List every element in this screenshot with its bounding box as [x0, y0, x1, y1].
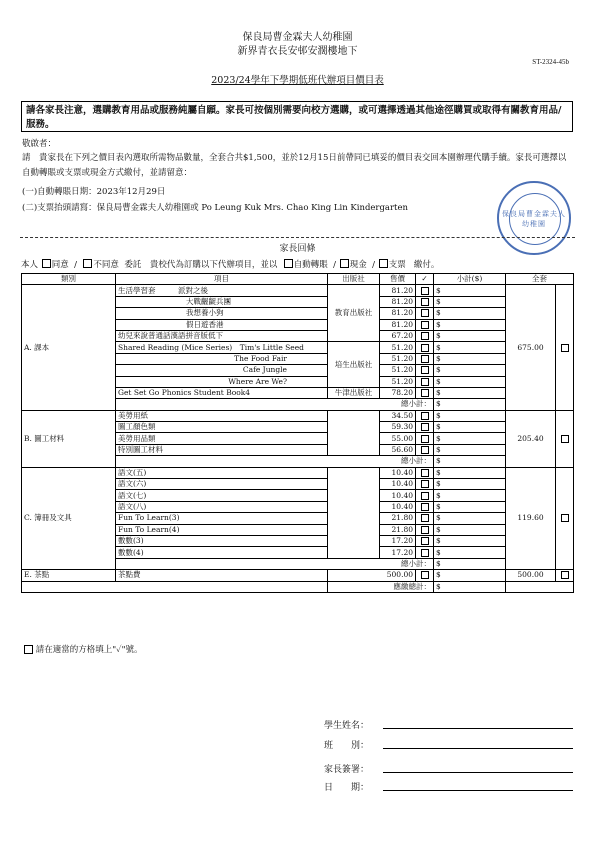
subtotal-value: $: [434, 558, 506, 569]
category-cell: A. 課本: [22, 285, 116, 410]
item-subtotal: $: [434, 353, 506, 364]
item-name: 美勞用品類: [116, 433, 328, 444]
set-price: 500.00: [506, 570, 556, 581]
total-label: 應繳總計：: [328, 581, 434, 592]
item-price: 51.20: [380, 376, 416, 387]
set-checkbox-cell: [556, 570, 574, 581]
parent-signature-label: 家長簽署：: [324, 765, 370, 775]
item-price: 51.20: [380, 342, 416, 353]
subtotal-label: 總小計：: [116, 456, 434, 467]
item-checkbox[interactable]: [421, 366, 429, 374]
item-price: 51.20: [380, 365, 416, 376]
item-checkbox-cell: [416, 285, 434, 296]
item-subtotal: $: [434, 296, 506, 307]
item-checkbox-cell: [416, 296, 434, 307]
item-price: 17.20: [380, 547, 416, 558]
item-name: Get Set Go Phonics Student Book4: [116, 387, 328, 398]
table-row: [22, 467, 574, 478]
item-checkbox-cell: [416, 342, 434, 353]
item-name: 茶點費: [116, 570, 328, 581]
item-checkbox-cell: [416, 547, 434, 558]
school-name: 保良局曹金霖夫人幼稚園: [242, 32, 353, 43]
agree-label: 同意: [51, 260, 69, 270]
item-price: 81.20: [380, 296, 416, 307]
table-header-row: [22, 274, 574, 285]
item-checkbox-cell: [416, 410, 434, 421]
col-subtotal: 小計($): [434, 274, 506, 285]
student-name-field[interactable]: [383, 728, 573, 729]
item-name: 生活學習套 派對之後: [116, 285, 328, 296]
item-checkbox-cell: [416, 433, 434, 444]
item-checkbox[interactable]: [421, 446, 429, 454]
note-checkbox-icon: [24, 645, 33, 654]
item-name: The Food Fair: [116, 353, 328, 364]
total-value: $: [434, 581, 506, 592]
item-checkbox[interactable]: [421, 526, 429, 534]
set-checkbox[interactable]: [561, 435, 569, 443]
item-price: 21.80: [380, 524, 416, 535]
item-price: 10.40: [380, 501, 416, 512]
set-checkbox-cell: [556, 285, 574, 410]
publisher-cell: [328, 410, 380, 456]
item-checkbox-cell: [416, 513, 434, 524]
item-checkbox[interactable]: [421, 389, 429, 397]
item-checkbox[interactable]: [421, 435, 429, 443]
set-checkbox[interactable]: [561, 571, 569, 579]
set-price: 119.60: [506, 467, 556, 570]
item-name: 數數(4): [116, 547, 328, 558]
set-price: 675.00: [506, 285, 556, 410]
item-price: 10.40: [380, 490, 416, 501]
subtotal-label: 總小計：: [116, 558, 434, 569]
publisher-cell: [328, 467, 380, 558]
footer-note-text: 請在適當的方格填上"✓"號。: [35, 645, 143, 655]
item-price: 56.60: [380, 444, 416, 455]
item-subtotal: $: [434, 319, 506, 330]
disagree-checkbox[interactable]: [83, 259, 92, 268]
item-subtotal: $: [434, 410, 506, 421]
reference-number: ST-2324-45b: [532, 58, 569, 66]
consent-line: 本人 同意 / 不同意 委託 貴校代為訂購以下代辦項目，並以 自動轉賬 / 現金 / 支票 繳付。: [21, 260, 440, 270]
letter-body: 請 貴家長在下列之價目表內選取所需物品數量，全套合共$1,500，並於12月15日前帶同已填妥的價目表交回本園辦理代購手續。家長可選擇以自動轉賬或支票或現金方式繳付，並請留意：: [22, 153, 567, 178]
set-checkbox[interactable]: [561, 344, 569, 352]
point-autopay-date: (一)自動轉賬日期：2023年12月29日: [22, 187, 166, 197]
publisher-cell: 培生出版社: [328, 342, 380, 388]
set-checkbox-cell: [556, 467, 574, 570]
item-checkbox-cell: [416, 387, 434, 398]
item-checkbox[interactable]: [421, 298, 429, 306]
item-checkbox[interactable]: [421, 537, 429, 545]
item-price: 17.20: [380, 535, 416, 546]
date-label: 日 期：: [324, 783, 370, 793]
consent-prefix: 本人: [21, 260, 39, 270]
item-name: 語文(五): [116, 467, 328, 478]
item-checkbox[interactable]: [421, 423, 429, 431]
item-subtotal: $: [434, 501, 506, 512]
seal-text: 保良局曹金霖夫人幼稚園: [502, 210, 566, 228]
item-subtotal: $: [434, 570, 506, 581]
category-cell: B. 圖工材料: [22, 410, 116, 467]
reply-slip-title: 家長回條: [279, 244, 316, 254]
date-field[interactable]: [383, 790, 573, 791]
item-name: 數數(3): [116, 535, 328, 546]
greeting: 敬啟者：: [22, 139, 57, 149]
item-name: 大戰齷齪兵團: [116, 296, 328, 307]
item-name: Shared Reading (Mice Series) Tim's Little Seed: [116, 342, 328, 353]
item-checkbox-cell: [416, 319, 434, 330]
item-checkbox-cell: [416, 330, 434, 341]
table-row: [22, 285, 574, 296]
item-name: 特別圖工材料: [116, 444, 328, 455]
item-price: 59.30: [380, 422, 416, 433]
total-spacer: [22, 581, 328, 592]
item-name: 語文(七): [116, 490, 328, 501]
point-cheque-payee: (二)支票抬頭請寫：保良局曹金霖夫人幼稚園或 Po Leung Kuk Mrs. Chao King Lin Kindergarten: [22, 203, 408, 213]
category-cell: E. 茶點: [22, 570, 116, 581]
cash-label: 現金: [349, 260, 367, 270]
item-checkbox-cell: [416, 376, 434, 387]
col-publisher: 出版社: [328, 274, 380, 285]
document-title: 2023/24學年下學期低班代辦項目價目表: [211, 75, 384, 86]
price-table: [21, 273, 574, 593]
item-checkbox[interactable]: [421, 412, 429, 420]
item-checkbox-cell: [416, 490, 434, 501]
item-subtotal: $: [434, 524, 506, 535]
item-checkbox[interactable]: [421, 344, 429, 352]
cheque-checkbox[interactable]: [379, 259, 388, 268]
subtotal-value: $: [434, 399, 506, 410]
school-address: 新界青衣長安邨安濶樓地下: [237, 46, 358, 57]
item-checkbox[interactable]: [421, 571, 429, 579]
item-checkbox-cell: [416, 308, 434, 319]
item-checkbox-cell: [416, 535, 434, 546]
item-checkbox-cell: [416, 570, 434, 581]
item-price: 67.20: [380, 330, 416, 341]
item-price: 21.80: [380, 513, 416, 524]
col-check: ✓: [416, 274, 434, 285]
item-price: 500.00: [328, 570, 416, 581]
item-checkbox-cell: [416, 467, 434, 478]
item-checkbox-cell: [416, 479, 434, 490]
item-checkbox-cell: [416, 353, 434, 364]
item-name: Fun To Learn(3): [116, 513, 328, 524]
cut-line: [20, 237, 575, 238]
table-row: [22, 570, 574, 581]
parent-signature-field[interactable]: [383, 772, 573, 773]
col-category: 類別: [22, 274, 116, 285]
item-price: 81.20: [380, 319, 416, 330]
item-subtotal: $: [434, 422, 506, 433]
item-checkbox[interactable]: [421, 355, 429, 363]
item-subtotal: $: [434, 547, 506, 558]
item-price: 51.20: [380, 353, 416, 364]
item-subtotal: $: [434, 365, 506, 376]
subtotal-value: $: [434, 456, 506, 467]
item-subtotal: $: [434, 342, 506, 353]
item-name: 我想養小狗: [116, 308, 328, 319]
notice-box: 請各家長注意，選購教育用品或服務純屬自願。家長可按個別需要向校方選購，或可選擇透過其他途徑購買或取得有關教育用品/服務。: [21, 101, 573, 132]
autopay-label: 自動轉賬: [293, 260, 328, 270]
item-checkbox[interactable]: [421, 492, 429, 500]
item-checkbox-cell: [416, 422, 434, 433]
item-subtotal: $: [434, 513, 506, 524]
item-name: 語文(八): [116, 501, 328, 512]
subtotal-label: 總小計：: [116, 399, 434, 410]
item-checkbox[interactable]: [421, 469, 429, 477]
class-field[interactable]: [383, 748, 573, 749]
item-name: Cafe Jungle: [116, 365, 328, 376]
item-checkbox[interactable]: [421, 309, 429, 317]
category-cell: C. 簿冊及文具: [22, 467, 116, 570]
item-price: 34.50: [380, 410, 416, 421]
item-name: 圖工顏色類: [116, 422, 328, 433]
item-checkbox[interactable]: [421, 480, 429, 488]
item-subtotal: $: [434, 490, 506, 501]
item-name: 假日遊香港: [116, 319, 328, 330]
item-subtotal: $: [434, 433, 506, 444]
consent-suffix: 繳付。: [413, 260, 440, 270]
item-subtotal: $: [434, 467, 506, 478]
item-checkbox[interactable]: [421, 503, 429, 511]
col-set: 全套: [506, 274, 574, 285]
set-checkbox-cell: [556, 410, 574, 467]
item-price: 78.20: [380, 387, 416, 398]
item-checkbox-cell: [416, 444, 434, 455]
table-row: [22, 410, 574, 421]
item-name: 幼兒來說普通話漢語拼音版低下: [116, 330, 328, 341]
item-checkbox[interactable]: [421, 549, 429, 557]
item-subtotal: $: [434, 285, 506, 296]
cash-checkbox[interactable]: [340, 259, 349, 268]
cheque-label: 支票: [388, 260, 406, 270]
footer-note: [24, 643, 143, 655]
item-subtotal: $: [434, 479, 506, 490]
item-price: 81.20: [380, 308, 416, 319]
item-name: 美勞用紙: [116, 410, 328, 421]
item-checkbox[interactable]: [421, 514, 429, 522]
item-price: 55.00: [380, 433, 416, 444]
item-subtotal: $: [434, 376, 506, 387]
item-subtotal: $: [434, 535, 506, 546]
total-row: [22, 581, 574, 592]
item-subtotal: $: [434, 387, 506, 398]
item-checkbox[interactable]: [421, 332, 429, 340]
total-spacer-right: [506, 581, 574, 592]
item-checkbox[interactable]: [421, 378, 429, 386]
item-subtotal: $: [434, 444, 506, 455]
item-subtotal: $: [434, 330, 506, 341]
item-checkbox[interactable]: [421, 321, 429, 329]
publisher-cell: 教育出版社: [328, 285, 380, 342]
consent-mid: 委託 貴校代為訂購以下代辦項目，並以: [124, 260, 278, 270]
item-name: Where Are We?: [116, 376, 328, 387]
disagree-label: 不同意: [93, 260, 119, 270]
item-name: 語文(六): [116, 479, 328, 490]
class-label: 班 別：: [324, 741, 370, 751]
agree-checkbox[interactable]: [42, 259, 51, 268]
item-checkbox-cell: [416, 501, 434, 512]
item-price: 10.40: [380, 479, 416, 490]
item-checkbox[interactable]: [421, 287, 429, 295]
student-name-label: 學生姓名：: [324, 721, 370, 731]
item-price: 81.20: [380, 285, 416, 296]
autopay-checkbox[interactable]: [284, 259, 293, 268]
publisher-cell: 牛津出版社: [328, 387, 380, 398]
col-price: 售價: [380, 274, 416, 285]
set-price: 205.40: [506, 410, 556, 467]
item-checkbox-cell: [416, 365, 434, 376]
col-item: 項目: [116, 274, 328, 285]
item-subtotal: $: [434, 308, 506, 319]
item-checkbox-cell: [416, 524, 434, 535]
item-name: Fun To Learn(4): [116, 524, 328, 535]
set-checkbox[interactable]: [561, 514, 569, 522]
item-price: 10.40: [380, 467, 416, 478]
